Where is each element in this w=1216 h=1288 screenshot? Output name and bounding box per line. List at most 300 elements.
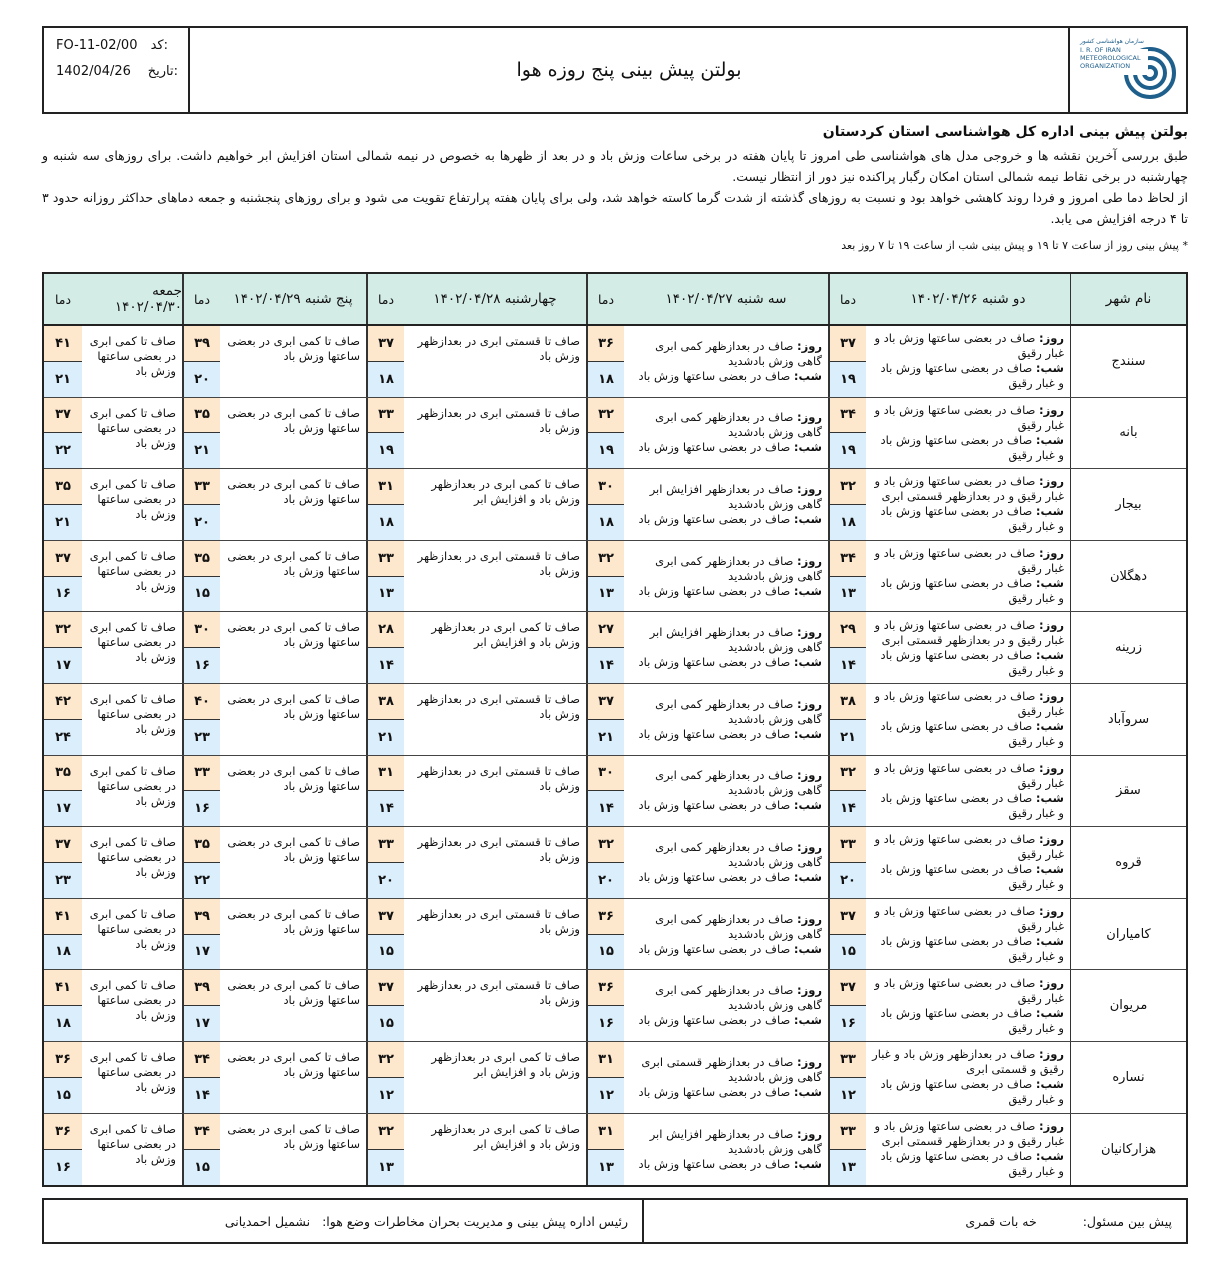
logo-text-fa: سازمان هواشناسی کشور [1080, 38, 1144, 45]
forecast-cell [220, 899, 366, 970]
max-temp: ۳۰ [588, 756, 624, 792]
day-label: روز: [1039, 402, 1064, 417]
forecast-cell [624, 326, 828, 397]
min-temp: ۱۶ [44, 1150, 82, 1185]
min-temp: ۱۲ [830, 1078, 866, 1113]
table-row [44, 326, 1186, 398]
max-temp: ۳۴ [830, 398, 866, 434]
min-temp: ۱۴ [830, 648, 866, 683]
max-temp: ۳۷ [368, 970, 404, 1006]
temperature-cell [366, 469, 404, 540]
day-forecast [630, 1055, 822, 1085]
temperature-cell [366, 541, 404, 612]
night-label: شب: [1035, 790, 1064, 805]
day-label: روز: [797, 911, 822, 926]
temperature-cell [828, 827, 866, 898]
day-forecast [630, 554, 822, 584]
min-temp: ۱۹ [368, 433, 404, 468]
day-forecast [872, 832, 1064, 862]
table-header-row [44, 274, 1186, 326]
forecast-text: صاف تا کمی ابری در بعضی ساعتها وزش باد [227, 1121, 360, 1151]
min-temp: ۱۳ [588, 577, 624, 612]
day-forecast [630, 840, 822, 870]
table-row [44, 469, 1186, 541]
forecast-cell [82, 398, 182, 469]
city-name: سروآباد [1070, 684, 1186, 755]
min-temp: ۱۷ [44, 648, 82, 683]
forecast-text: صاف تا کمی ابری در بعضی ساعتها وزش باد [89, 477, 176, 522]
max-temp: ۳۵ [184, 827, 220, 863]
forecast-cell [866, 398, 1070, 469]
day-forecast [872, 546, 1064, 576]
max-temp: ۳۳ [368, 541, 404, 577]
min-temp: ۲۱ [588, 720, 624, 755]
logo-text-2: METEOROLOGICAL [1080, 54, 1141, 62]
day-label: روز: [797, 625, 822, 640]
day-text: صاف در بعدازظهر کمی ابری گاهی وزش بادشدید [655, 553, 822, 583]
day-label: روز: [1039, 474, 1064, 489]
temperature-cell [366, 970, 404, 1041]
forecaster-box [642, 1200, 1186, 1242]
day-header: چهارشنبه ۱۴۰۲/۰۴/۲۸ [433, 291, 557, 307]
max-temp: ۳۵ [184, 541, 220, 577]
forecast-cell [404, 398, 586, 469]
forecaster-name: خه بات قمری [965, 1213, 1037, 1229]
night-forecast [630, 870, 822, 885]
forecast-cell [220, 756, 366, 827]
max-temp: ۳۶ [44, 1114, 82, 1150]
max-temp: ۳۲ [588, 541, 624, 577]
night-text: صاف در بعضی ساعتها وزش باد [638, 726, 791, 741]
night-forecast [630, 584, 822, 599]
forecast-cell [866, 326, 1070, 397]
forecast-cell [404, 899, 586, 970]
temperature-cell [586, 970, 624, 1041]
temperature-cell [44, 469, 82, 540]
min-temp: ۱۶ [588, 1006, 624, 1041]
forecast-text: صاف تا قسمتی ابری در بعدازظهر وزش باد [417, 763, 580, 793]
forecast-cell [404, 827, 586, 898]
forecast-cell [220, 398, 366, 469]
day-header: سه شنبه ۱۴۰۲/۰۴/۲۷ [665, 291, 787, 307]
city-name: کامیاران [1070, 899, 1186, 970]
forecast-text: صاف تا کمی ابری در بعضی ساعتها وزش باد [89, 763, 176, 808]
temperature-cell [44, 612, 82, 683]
forecast-cell [404, 612, 586, 683]
night-text: صاف در بعضی ساعتها وزش باد و غبار رقیق [880, 719, 1064, 749]
min-temp: ۱۵ [368, 935, 404, 970]
day-forecast [872, 403, 1064, 433]
forecaster-label: پیش بین مسئول: [1082, 1213, 1172, 1229]
max-temp: ۳۷ [830, 326, 866, 362]
day-forecast [872, 1119, 1064, 1149]
temperature-cell [182, 684, 220, 755]
night-text: صاف در بعضی ساعتها وزش باد [638, 655, 791, 670]
city-name: زرینه [1070, 612, 1186, 683]
forecast-cell [624, 684, 828, 755]
night-forecast [630, 1085, 822, 1100]
night-label: شب: [793, 440, 822, 455]
temperature-cell [828, 970, 866, 1041]
city-column-header: نام شهر [1070, 274, 1186, 324]
temp-header: دما [828, 274, 866, 324]
day-forecast [630, 410, 822, 440]
max-temp: ۳۷ [44, 398, 82, 434]
max-temp: ۳۲ [830, 756, 866, 792]
table-row [44, 756, 1186, 828]
max-temp: ۳۷ [830, 970, 866, 1006]
table-row [44, 827, 1186, 899]
forecast-text: صاف تا کمی ابری در بعضی ساعتها وزش باد [89, 906, 176, 951]
night-text: صاف در بعضی ساعتها وزش باد و غبار رقیق [880, 1005, 1064, 1035]
min-temp: ۱۲ [368, 1078, 404, 1113]
temperature-cell [366, 827, 404, 898]
temp-header: دما [366, 274, 404, 324]
day-text: صاف در بعدازظهر قسمتی ابری گاهی وزش بادشدید [641, 1054, 822, 1084]
intro-section [42, 122, 1188, 256]
day-label: روز: [797, 553, 822, 568]
forecast-text: صاف تا کمی ابری در بعضی ساعتها وزش باد [227, 906, 360, 936]
day-label: روز: [797, 1126, 822, 1141]
min-temp: ۲۱ [830, 720, 866, 755]
day-text: صاف در بعضی ساعتها وزش باد و غبار رقیق [874, 546, 1064, 576]
day-text: صاف در بعضی ساعتها وزش باد و غبار رقیق [874, 760, 1064, 790]
forecast-cell [624, 899, 828, 970]
forecast-cell [624, 541, 828, 612]
min-temp: ۲۰ [588, 863, 624, 898]
forecast-cell [82, 469, 182, 540]
temp-header: دما [54, 291, 72, 307]
max-temp: ۳۹ [184, 970, 220, 1006]
min-temp: ۱۹ [830, 433, 866, 468]
temperature-cell [182, 612, 220, 683]
night-text: صاف در بعضی ساعتها وزش باد [638, 368, 791, 383]
min-temp: ۲۳ [44, 863, 82, 898]
max-temp: ۳۷ [830, 899, 866, 935]
night-text: صاف در بعضی ساعتها وزش باد و غبار رقیق [880, 576, 1064, 606]
table-row [44, 1114, 1186, 1186]
night-label: شب: [793, 368, 822, 383]
min-temp: ۱۶ [184, 648, 220, 683]
max-temp: ۲۸ [368, 612, 404, 648]
temperature-cell [828, 899, 866, 970]
forecast-text: صاف تا قسمتی ابری در بعدازظهر وزش باد [417, 906, 580, 936]
night-label: شب: [793, 583, 822, 598]
forecast-text: صاف تا کمی ابری در بعضی ساعتها وزش باد [89, 1121, 176, 1166]
temperature-cell [586, 1114, 624, 1186]
forecast-cell [82, 541, 182, 612]
day-forecast [630, 339, 822, 369]
day-label: روز: [1039, 1119, 1064, 1134]
max-temp: ۳۳ [184, 469, 220, 505]
night-label: شب: [793, 1013, 822, 1028]
temperature-cell [586, 326, 624, 397]
night-text: صاف در بعضی ساعتها وزش باد [638, 1084, 791, 1099]
temperature-cell [366, 326, 404, 397]
night-forecast [872, 862, 1064, 892]
night-text: صاف در بعضی ساعتها وزش باد و غبار رقیق [880, 862, 1064, 892]
day-label: روز: [1039, 904, 1064, 919]
night-forecast [630, 1013, 822, 1028]
forecast-cell [866, 1114, 1070, 1186]
max-temp: ۳۷ [44, 541, 82, 577]
forecast-cell [404, 970, 586, 1041]
min-temp: ۲۳ [184, 720, 220, 755]
min-temp: ۲۱ [184, 433, 220, 468]
night-forecast [872, 361, 1064, 391]
day-label: روز: [1039, 975, 1064, 990]
day-forecast [630, 697, 822, 727]
night-label: شب: [793, 1156, 822, 1171]
bulletin-header [42, 26, 1188, 114]
day-text: صاف در بعدازظهر کمی ابری گاهی وزش بادشدید [655, 410, 822, 440]
forecast-text: صاف تا کمی ابری در بعدازظهر وزش باد و افزایش ابر [431, 477, 580, 507]
temperature-cell [586, 756, 624, 827]
temperature-cell [44, 899, 82, 970]
forecast-text: صاف تا کمی ابری در بعضی ساعتها وزش باد [227, 763, 360, 793]
max-temp: ۲۷ [588, 612, 624, 648]
night-forecast [872, 576, 1064, 606]
day-forecast [872, 1047, 1064, 1077]
max-temp: ۳۳ [184, 756, 220, 792]
max-temp: ۳۶ [588, 970, 624, 1006]
forecast-cell [624, 1042, 828, 1113]
day-forecast [872, 904, 1064, 934]
min-temp: ۱۶ [44, 577, 82, 612]
day-text: صاف در بعضی ساعتها وزش باد و غبار رقیق [874, 832, 1064, 862]
night-label: شب: [1035, 432, 1064, 447]
temperature-cell [828, 612, 866, 683]
min-temp: ۱۵ [830, 935, 866, 970]
max-temp: ۳۷ [588, 684, 624, 720]
max-temp: ۳۱ [588, 1042, 624, 1078]
max-temp: ۳۸ [368, 684, 404, 720]
max-temp: ۳۳ [368, 827, 404, 863]
bulletin-title: بولتن پیش بینی پنج روزه هوا [516, 59, 742, 81]
min-temp: ۱۴ [830, 791, 866, 826]
max-temp: ۲۹ [830, 612, 866, 648]
max-temp: ۳۹ [184, 899, 220, 935]
forecast-cell [404, 756, 586, 827]
night-forecast [872, 1149, 1064, 1179]
meteorological-organization-logo [1068, 28, 1186, 112]
temperature-cell [586, 684, 624, 755]
max-temp: ۳۰ [588, 469, 624, 505]
night-label: شب: [1035, 576, 1064, 591]
forecast-cell [866, 684, 1070, 755]
temperature-cell [586, 899, 624, 970]
bulletin-footer [42, 1198, 1188, 1244]
night-text: صاف در بعضی ساعتها وزش باد [638, 941, 791, 956]
night-label: شب: [793, 511, 822, 526]
city-name: سقز [1070, 756, 1186, 827]
min-temp: ۱۵ [44, 1078, 82, 1113]
day-forecast [872, 331, 1064, 361]
min-temp: ۱۸ [588, 362, 624, 397]
day-header: دو شنبه ۱۴۰۲/۰۴/۲۶ [910, 291, 1026, 307]
day-forecast [630, 912, 822, 942]
temperature-cell [182, 899, 220, 970]
day-label: روز: [1039, 760, 1064, 775]
day-text: صاف در بعضی ساعتها وزش باد و غبار رقیق [874, 402, 1064, 432]
temperature-cell [182, 1042, 220, 1113]
max-temp: ۳۶ [44, 1042, 82, 1078]
day-label: روز: [797, 1054, 822, 1069]
min-temp: ۱۹ [830, 362, 866, 397]
night-forecast [872, 791, 1064, 821]
night-forecast [630, 369, 822, 384]
day-text: صاف در بعدازظهر افزایش ابر گاهی وزش بادشدید [649, 625, 822, 655]
forecast-cell [866, 612, 1070, 683]
chief-label: رئیس اداره پیش بینی و مدیریت بحران مخاطرات وضع هوا: [322, 1213, 628, 1229]
day-label: روز: [797, 768, 822, 783]
forecast-text: صاف تا کمی ابری در بعضی ساعتها وزش باد [89, 548, 176, 593]
forecast-cell [82, 756, 182, 827]
city-name: بانه [1070, 398, 1186, 469]
max-temp: ۳۳ [368, 398, 404, 434]
temperature-cell [828, 756, 866, 827]
temperature-cell [44, 684, 82, 755]
date-value: 1402/04/26 [56, 64, 131, 79]
temperature-cell [366, 756, 404, 827]
forecast-cell [866, 970, 1070, 1041]
min-temp: ۱۸ [368, 362, 404, 397]
forecast-cell [220, 1114, 366, 1186]
night-text: صاف در بعضی ساعتها وزش باد [638, 798, 791, 813]
night-text: صاف در بعضی ساعتها وزش باد [638, 869, 791, 884]
min-temp: ۱۳ [368, 1150, 404, 1185]
day-text: صاف در بعضی ساعتها وزش باد و غبار رقیق [874, 331, 1064, 361]
table-row [44, 684, 1186, 756]
forecast-cell [220, 1042, 366, 1113]
temperature-cell [828, 326, 866, 397]
temperature-cell [828, 1114, 866, 1186]
night-label: شب: [1035, 361, 1064, 376]
forecast-text: صاف تا کمی ابری در بعضی ساعتها وزش باد [89, 620, 176, 665]
day-text: صاف در بعدازظهر افزایش ابر گاهی وزش بادشدید [649, 1126, 822, 1156]
day-text: صاف در بعدازظهر کمی ابری گاهی وزش بادشدید [655, 839, 822, 869]
min-temp: ۲۰ [368, 863, 404, 898]
night-forecast [630, 655, 822, 670]
forecast-text: صاف تا کمی ابری در بعضی ساعتها وزش باد [89, 691, 176, 736]
min-temp: ۱۸ [368, 505, 404, 540]
temperature-cell [828, 469, 866, 540]
night-text: صاف در بعضی ساعتها وزش باد [638, 1156, 791, 1171]
min-temp: ۱۴ [588, 648, 624, 683]
night-forecast [872, 934, 1064, 964]
night-text: صاف در بعضی ساعتها وزش باد و غبار رقیق [880, 361, 1064, 391]
min-temp: ۱۳ [588, 1150, 624, 1185]
temperature-cell [44, 1042, 82, 1113]
city-name: دهگلان [1070, 541, 1186, 612]
city-name: قروه [1070, 827, 1186, 898]
night-forecast [630, 440, 822, 455]
forecast-cell [624, 1114, 828, 1186]
day-label: روز: [1039, 331, 1064, 346]
max-temp: ۳۷ [44, 827, 82, 863]
forecast-cell [624, 398, 828, 469]
code-value: FO-11-02/00 [56, 38, 138, 53]
max-temp: ۳۲ [368, 1042, 404, 1078]
temperature-cell [586, 541, 624, 612]
code-label: کد: [150, 38, 168, 53]
night-forecast [872, 433, 1064, 463]
night-text: صاف در بعضی ساعتها وزش باد و غبار رقیق [880, 1077, 1064, 1107]
day-header: جمعه ۱۴۰۲/۰۴/۳۰ [114, 283, 182, 315]
forecast-text: صاف تا کمی ابری در بعضی ساعتها وزش باد [227, 620, 360, 650]
temperature-cell [586, 1042, 624, 1113]
temperature-cell [44, 827, 82, 898]
forecast-text: صاف تا قسمتی ابری در بعدازظهر وزش باد [417, 978, 580, 1008]
forecast-cell [82, 684, 182, 755]
day-text: صاف در بعدازظهر کمی ابری گاهی وزش بادشدید [655, 911, 822, 941]
night-forecast [872, 504, 1064, 534]
day-forecast [872, 761, 1064, 791]
day-label: روز: [797, 983, 822, 998]
intro-paragraph-1: طبق بررسی آخرین نقشه ها و خروجی مدل های هواشناسی طی امروز تا پایان هفته در برخی ساعات وزش باد و در بعد از ظهرها به خصوص در نیمه شمالی استان افزایش ابر خواهیم داشت. برای روزهای سه شنبه و چهارشنبه در برخی نقاط نیمه شمالی استان امکان رگبار پراکنده نیز دور از انتظار نیست. [42, 148, 1188, 184]
day-text: صاف در بعدازظهر کمی ابری گاهی وزش بادشدید [655, 338, 822, 368]
night-label: شب: [793, 1084, 822, 1099]
temperature-cell [828, 541, 866, 612]
night-text: صاف در بعضی ساعتها وزش باد و غبار رقیق [880, 934, 1064, 964]
forecast-text: صاف تا کمی ابری در بعدازظهر وزش باد و افزایش ابر [431, 1121, 580, 1151]
max-temp: ۳۶ [588, 899, 624, 935]
night-label: شب: [793, 726, 822, 741]
temperature-cell [586, 469, 624, 540]
forecast-cell [404, 469, 586, 540]
forecast-text: صاف تا کمی ابری در بعدازظهر وزش باد و افزایش ابر [431, 1049, 580, 1079]
night-label: شب: [1035, 1005, 1064, 1020]
forecast-cell [220, 541, 366, 612]
forecast-cell [624, 469, 828, 540]
max-temp: ۳۴ [184, 1042, 220, 1078]
forecast-cell [866, 827, 1070, 898]
temperature-cell [586, 612, 624, 683]
min-temp: ۱۴ [184, 1078, 220, 1113]
intro-heading: بولتن پیش بینی اداره کل هواشناسی استان کردستان [822, 124, 1188, 140]
forecast-cell [404, 1042, 586, 1113]
max-temp: ۳۳ [830, 1042, 866, 1078]
night-forecast [872, 648, 1064, 678]
night-label: شب: [793, 941, 822, 956]
max-temp: ۳۲ [588, 827, 624, 863]
max-temp: ۳۵ [184, 398, 220, 434]
day-label: روز: [797, 410, 822, 425]
temperature-cell [182, 469, 220, 540]
max-temp: ۳۵ [44, 756, 82, 792]
temperature-cell [586, 827, 624, 898]
logo-text-1: I. R. OF IRAN [1080, 46, 1121, 54]
night-text: صاف در بعضی ساعتها وزش باد و غبار رقیق [880, 1149, 1064, 1179]
day-label: روز: [1039, 617, 1064, 632]
temp-header: دما [182, 274, 220, 324]
min-temp: ۱۴ [368, 648, 404, 683]
min-temp: ۱۶ [184, 791, 220, 826]
day-text: صاف در بعضی ساعتها وزش باد و غبار رقیق [874, 975, 1064, 1005]
forecast-cell [220, 684, 366, 755]
day-forecast [630, 482, 822, 512]
min-temp: ۲۰ [184, 505, 220, 540]
max-temp: ۴۱ [44, 970, 82, 1006]
temperature-cell [366, 684, 404, 755]
chief-box [44, 1200, 642, 1242]
day-text: صاف در بعدازظهر وزش باد و غبار رقیق و قسمتی ابری [872, 1047, 1064, 1077]
forecast-text: صاف تا کمی ابری در بعضی ساعتها وزش باد [227, 405, 360, 435]
date-label: تاریخ: [147, 64, 178, 79]
night-text: صاف در بعضی ساعتها وزش باد [638, 1013, 791, 1028]
min-temp: ۲۴ [44, 720, 82, 755]
min-temp: ۲۱ [368, 720, 404, 755]
